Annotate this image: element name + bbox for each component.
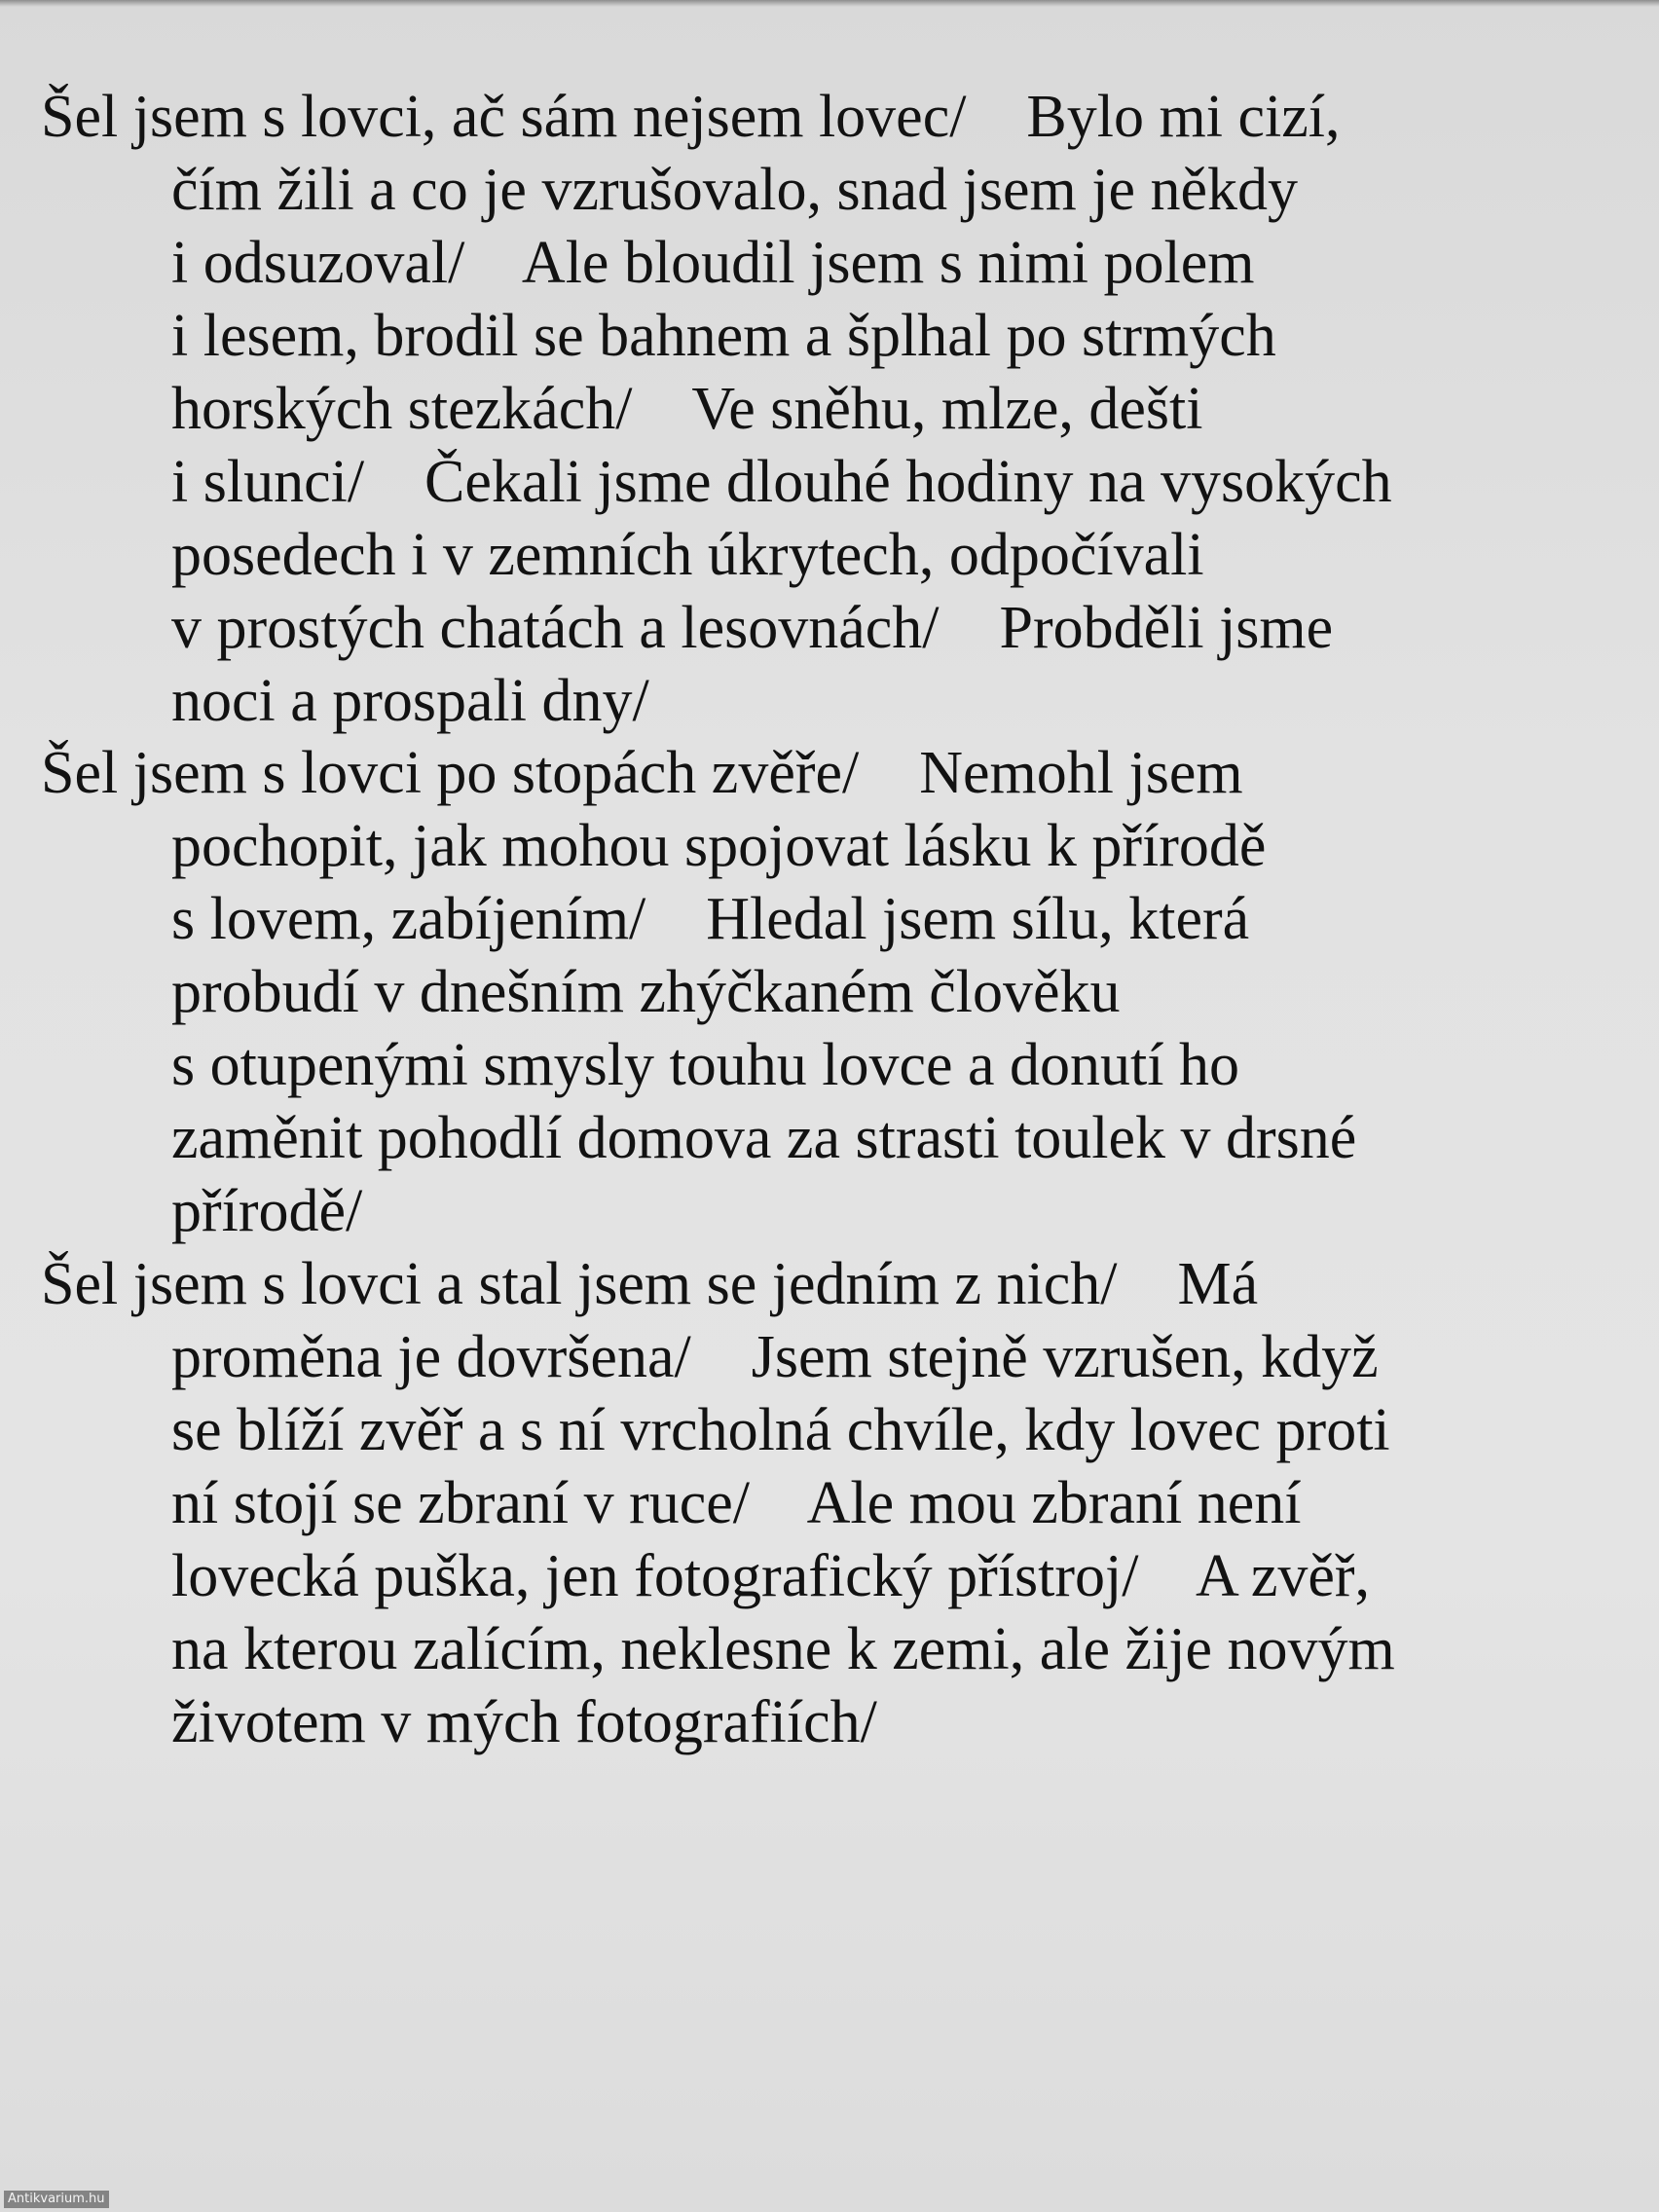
paragraph-1-line-5: horských stezkách/ Ve sněhu, mlze, dešti — [171, 376, 1203, 442]
paragraph-1-line-9: noci a prospali dny/ — [171, 668, 649, 734]
paragraph-3-line-7: životem v mých fotografiích/ — [171, 1689, 877, 1755]
paragraph-2-line-6: zaměnit pohodlí domova za strasti toulek v drsné — [171, 1105, 1357, 1171]
paragraph-1-line-8: v prostých chatách a lesovnách/ Probděli jsme — [171, 595, 1334, 661]
paragraph-1-line-4: i lesem, brodil se bahnem a šplhal po strmých — [171, 303, 1276, 369]
paragraph-3-line-3: se blíží zvěř a s ní vrcholná chvíle, kdy lovec proti — [171, 1397, 1390, 1463]
paragraph-2-line-2: pochopit, jak mohou spojovat lásku k přírodě — [171, 813, 1267, 879]
paragraph-1-line-7: posedech i v zemních úkrytech, odpočívali — [171, 522, 1204, 588]
paragraph-1-line-3: i odsuzoval/ Ale bloudil jsem s nimi polem — [171, 230, 1255, 296]
paragraph-2-line-4: probudí v dnešním zhýčkaném člověku — [171, 959, 1121, 1025]
paragraph-3-line-5: lovecká puška, jen fotografický přístroj/ A zvěř, — [171, 1543, 1371, 1609]
paragraph-2-line-1: Šel jsem s lovci po stopách zvěře/ Nemohl jsem — [41, 740, 1243, 806]
paragraph-1-line-1: Šel jsem s lovci, ač sám nejsem lovec/ Bylo mi cizí, — [41, 84, 1341, 150]
paragraph-1-line-6: i slunci/ Čekali jsme dlouhé hodiny na vysokých — [171, 449, 1392, 515]
paragraph-2-line-7: přírodě/ — [171, 1178, 363, 1244]
paragraph-2-line-5: s otupenými smysly touhu lovce a donutí ho — [171, 1032, 1239, 1098]
paragraph-3-line-2: proměna je dovršena/ Jsem stejně vzrušen, když — [171, 1324, 1379, 1390]
source-watermark: Antikvarium.hu — [4, 2191, 109, 2208]
paragraph-3-line-6: na kterou zalícím, neklesne k zemi, ale žije novým — [171, 1616, 1395, 1682]
paragraph-2-line-3: s lovem, zabíjením/ Hledal jsem sílu, která — [171, 886, 1250, 952]
paragraph-1-line-2: čím žili a co je vzrušovalo, snad jsem je někdy — [171, 157, 1298, 223]
paragraph-3-line-4: ní stojí se zbraní v ruce/ Ale mou zbraní není — [171, 1470, 1302, 1536]
paragraph-3-line-1: Šel jsem s lovci a stal jsem se jedním z nich/ Má — [41, 1251, 1259, 1317]
